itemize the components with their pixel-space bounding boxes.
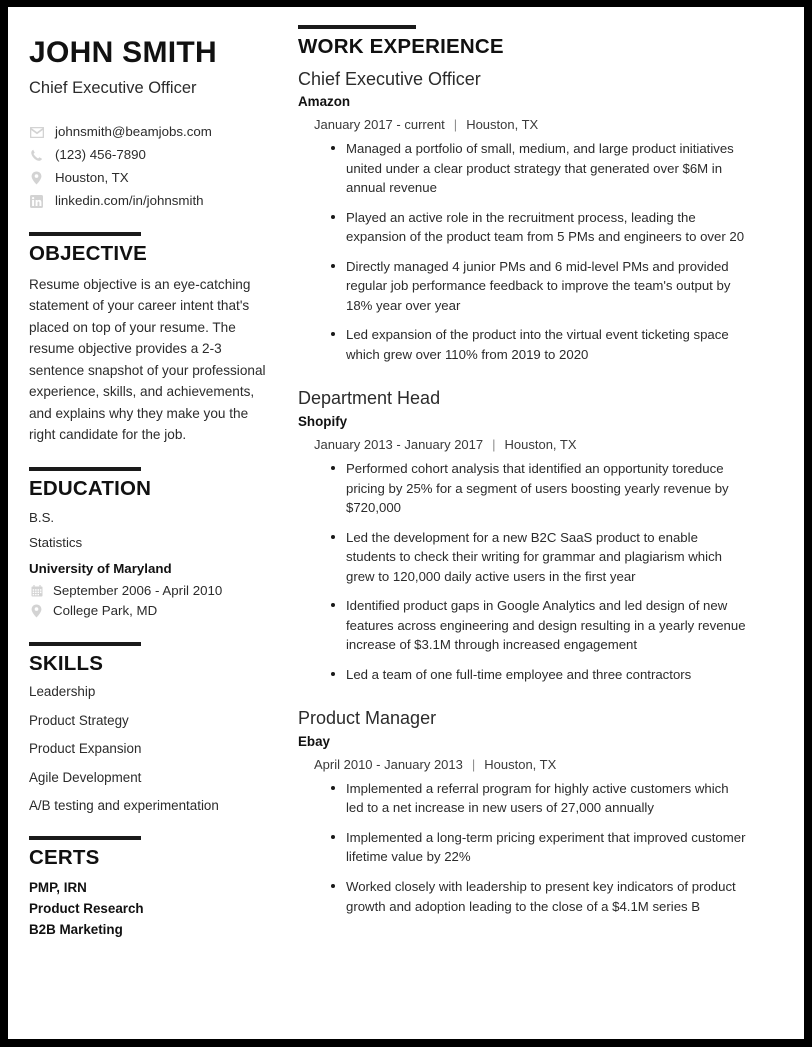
job-meta <box>314 117 746 134</box>
contact-phone-text: (123) 456-7890 <box>55 147 146 163</box>
education-dates-row <box>29 582 269 600</box>
job-company: Ebay <box>298 733 331 749</box>
job-title: Chief Executive Officer <box>298 68 481 89</box>
certs-list <box>29 878 269 940</box>
job-dates: January 2013 - January 2017 <box>314 437 484 453</box>
education-entry <box>29 509 269 620</box>
job-company: Shopify <box>298 414 348 430</box>
job-bullet: Directly managed 4 junior PMs and 6 mid-level PMs and provided regular job performance feedback to improve the team's output by 18% year over year <box>298 257 746 316</box>
job-bullet: Led the development for a new B2C SaaS product to enable students to check their writing for grammar and plagiarism which grew to 120,000 daily active users in the first year <box>298 528 746 587</box>
job-bullet: Performed cohort analysis that identified an opportunity toreduce pricing by 25% for a segment of users boosting yearly revenue by $720,000 <box>298 459 746 518</box>
job-entry <box>298 69 746 365</box>
envelope-icon <box>29 127 44 138</box>
job-bullet: Played an active role in the recruitment process, leading the expansion of the product team from 5 PMs and engineers to over 20 <box>298 208 746 247</box>
job-bullet: Implemented a long-term pricing experiment that improved customer lifetime value by 22% <box>298 828 746 867</box>
job-meta-separator: | <box>492 437 496 453</box>
resume-page <box>8 7 804 1039</box>
contact-linkedin-text: linkedin.com/in/johnsmith <box>55 193 204 209</box>
cert-item: Product Research <box>29 900 144 916</box>
job-title: Product Manager <box>298 708 437 729</box>
section-certs <box>29 836 269 940</box>
skill-item: Product Expansion <box>29 741 142 757</box>
job-bullet: Identified product gaps in Google Analytics and led design of new features across engineering and design resulting in a yearly revenue increase of $3.1M through increased engagement <box>298 596 746 655</box>
job-bullets <box>298 139 746 364</box>
skill-item: A/B testing and experimentation <box>29 797 219 813</box>
section-skills <box>29 642 269 815</box>
education-location-row <box>29 602 269 620</box>
section-title-objective: OBJECTIVE <box>29 242 147 266</box>
contact-location-text: Houston, TX <box>55 170 129 186</box>
contact-list <box>29 123 269 210</box>
job-bullets <box>298 779 746 916</box>
calendar-icon <box>29 585 44 597</box>
education-school: University of Maryland <box>29 560 172 576</box>
section-rule <box>298 25 416 29</box>
cert-item: PMP, IRN <box>29 879 87 895</box>
skill-item: Agile Development <box>29 769 142 785</box>
job-meta-separator: | <box>453 117 458 133</box>
job-bullet: Implemented a referral program for highly active customers which led to a net increase in new users of 27,000 annually <box>298 779 746 818</box>
job-location: Houston, TX <box>484 756 557 772</box>
education-location: College Park, MD <box>53 602 158 618</box>
candidate-headline: Chief Executive Officer <box>29 78 197 97</box>
job-bullet: Led expansion of the product into the virtual event ticketing space which grew over 110% from 2019 to 2020 <box>298 325 746 364</box>
section-title-certs: CERTS <box>29 846 100 870</box>
section-rule <box>29 642 141 646</box>
section-title-work-experience: WORK EXPERIENCE <box>298 35 504 58</box>
skill-item: Leadership <box>29 684 96 700</box>
job-title: Department Head <box>298 388 441 409</box>
contact-email-text: johnsmith@beamjobs.com <box>55 124 212 140</box>
section-education <box>29 467 269 619</box>
candidate-name: JOHN SMITH <box>29 36 218 69</box>
job-meta <box>314 757 746 774</box>
cert-item: B2B Marketing <box>29 921 123 937</box>
contact-item-linkedin[interactable] <box>29 192 269 210</box>
job-location: Houston, TX <box>466 117 539 133</box>
skills-list <box>29 683 269 814</box>
job-bullet: Managed a portfolio of small, medium, and large product initiatives united under a clear product strategy that generated over $6M in annual revenue <box>298 139 746 198</box>
section-rule <box>29 836 141 840</box>
job-entry <box>298 388 746 684</box>
resume-sidebar <box>8 7 291 940</box>
job-dates: January 2017 - current <box>314 117 445 133</box>
contact-item-email[interactable] <box>29 123 269 141</box>
contact-item-location <box>29 169 269 187</box>
education-field: Statistics <box>29 535 83 551</box>
objective-text: Resume objective is an eye-catching statement of your career intent that's placed on top of your resume. The resume objective provides a 2-3 sentence snapshot of your professional experience, skills, and achievements, and explains why they make you the right candidate for the job. <box>29 276 266 442</box>
job-bullets <box>298 459 746 684</box>
section-rule <box>29 467 141 471</box>
linkedin-icon <box>29 195 44 208</box>
skill-item: Product Strategy <box>29 712 129 728</box>
section-rule <box>29 232 141 236</box>
job-bullet: Worked closely with leadership to present key indicators of product growth and adoption leading to the close of a $4.1M series B <box>298 877 746 916</box>
section-objective <box>29 232 269 445</box>
job-dates: April 2010 - January 2013 <box>314 756 463 772</box>
section-title-skills: SKILLS <box>29 651 104 675</box>
job-location: Houston, TX <box>504 437 577 453</box>
contact-item-phone[interactable] <box>29 146 269 164</box>
education-dates: September 2006 - April 2010 <box>53 582 223 598</box>
location-pin-icon <box>29 171 44 185</box>
education-degree: B.S. <box>29 510 55 526</box>
section-title-education: EDUCATION <box>29 477 152 501</box>
job-meta-separator: | <box>471 756 476 772</box>
phone-icon <box>29 149 44 162</box>
job-entry <box>298 708 746 916</box>
job-bullet: Led a team of one full-time employee and three contractors <box>298 665 746 685</box>
resume-main <box>291 7 804 936</box>
location-pin-icon <box>29 604 44 618</box>
job-company: Amazon <box>298 94 351 110</box>
section-work-experience <box>298 25 746 916</box>
job-meta <box>314 437 746 454</box>
